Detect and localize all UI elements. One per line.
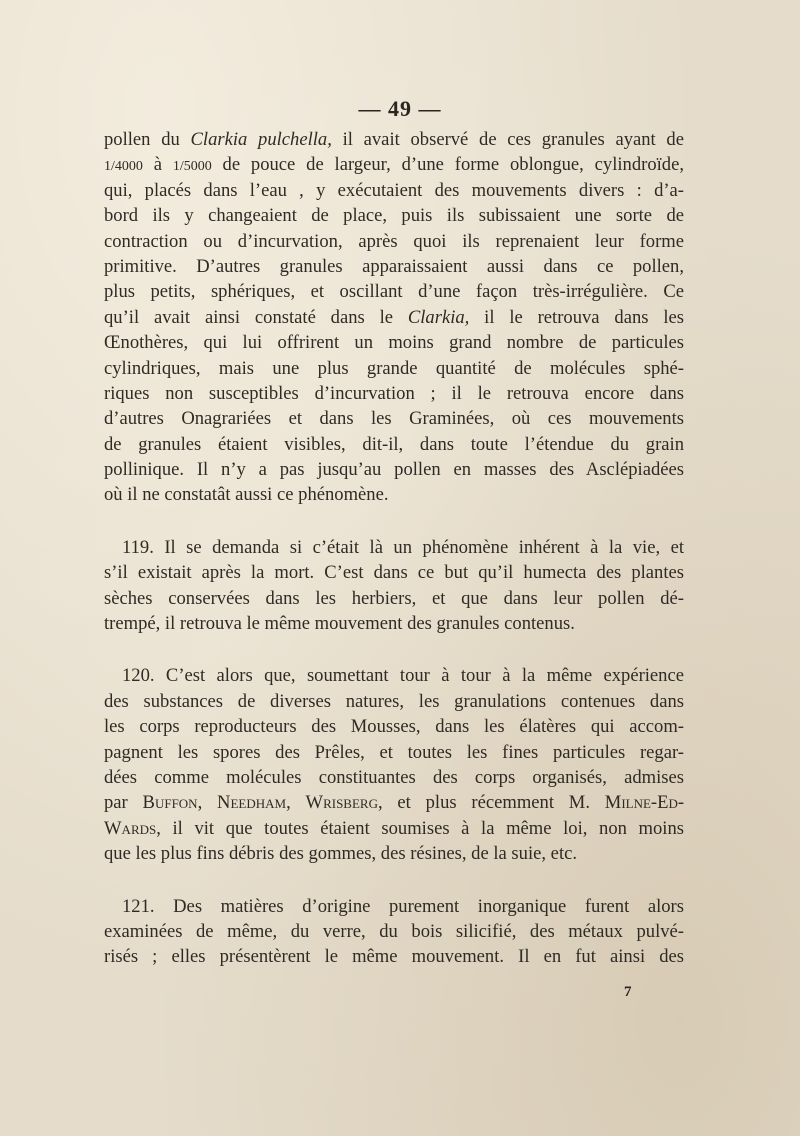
text-line: Wards, il vit que toutes étaient soumises à la même loi, non moins	[104, 817, 684, 839]
author-name: Buffon	[142, 792, 198, 814]
text-line: pagnent les spores des Prêles, et toutes les fines particules regar-	[104, 741, 684, 763]
text-line: Œnothères, qui lui offrirent un moins grand nombre de particules	[104, 332, 684, 354]
text-line: plus petits, sphériques, et oscillant d’une façon très-irrégulière. Ce	[104, 281, 684, 303]
text-line: examinées de même, du verre, du bois silicifié, des métaux pulvé-	[104, 920, 684, 942]
text-line: riques non susceptibles d’incurvation ; il le retrouva encore dans	[104, 382, 684, 404]
paragraph-121	[104, 894, 684, 970]
author-name: Wrisberg	[305, 792, 378, 814]
text-line: des substances de diverses natures, les granulations contenues dans	[104, 690, 684, 712]
text-line: bord ils y changeaient de place, puis ils subissaient une sorte de	[104, 205, 684, 227]
text-line: de granules étaient visibles, dit-il, dans toute l’étendue du grain	[104, 433, 684, 455]
paragraph-gap	[104, 636, 684, 663]
text-line: que les plus fins débris des gommes, des résines, de la suie, etc.	[104, 843, 578, 865]
text-line: 120. C’est alors que, soumettant tour à tour à la même expérience	[122, 665, 684, 687]
text-line: primitive. D’autres granules apparaissaient aussi dans ce pollen,	[104, 255, 684, 277]
paragraph-119	[104, 535, 684, 637]
author-name: Needham	[217, 792, 287, 814]
author-name: Milne-Ed-	[604, 792, 685, 814]
paragraph-gap	[104, 508, 684, 535]
text-line: d’autres Onagrariées et dans les Graminées, où ces mouvements	[104, 408, 684, 430]
text-line: dées comme molécules constituantes des corps organisés, admises	[104, 766, 684, 788]
fraction: 1/4000	[104, 159, 143, 175]
paragraph-118-continued	[104, 127, 684, 508]
author-name: Wards	[104, 817, 157, 839]
text-line: cylindriques, mais une plus grande quantité de molécules sphé-	[104, 357, 684, 379]
text-line: 119. Il se demanda si c’était là un phénomène inhérent à la vie, et	[122, 536, 684, 558]
text-line: pollinique. Il n’y a pas jusqu’au pollen en masses des Asclépiadées	[104, 459, 684, 481]
paragraph-120	[104, 663, 684, 866]
paragraph-gap	[104, 867, 684, 894]
text-line: s’il existait après la mort. C’est dans ce but qu’il humecta des plantes	[104, 562, 684, 584]
text-line: trempé, il retrouva le même mouvement des granules contenus.	[104, 613, 575, 635]
text-line: les corps reproducteurs des Mousses, dans les élatères qui accom-	[104, 716, 684, 738]
text-line: 1/4000 à 1/5000 de pouce de largeur, d’une forme oblongue, cylindroïde,	[104, 154, 684, 176]
text-line: pollen du Clarkia pulchella, il avait observé de ces granules ayant de	[104, 129, 684, 150]
signature-mark: 7	[624, 984, 632, 1000]
text-line: contraction ou d’incurvation, après quoi ils reprenaient leur forme	[104, 230, 684, 252]
page-number: — 49 —	[358, 96, 442, 121]
fraction: 1/5000	[172, 159, 212, 175]
text-line: qu’il avait ainsi constaté dans le Clarkia, il le retrouva dans les	[104, 306, 684, 328]
text-line: qui, placés dans l’eau , y exécutaient des mouvements divers : d’a-	[104, 179, 684, 201]
text-line: risés ; elles présentèrent le même mouvement. Il en fut ainsi des	[104, 946, 684, 968]
body-text	[104, 127, 684, 970]
text-line: par Buffon, Needham, Wrisberg, et plus récemment M. Milne-Ed-	[104, 792, 685, 814]
text-line: où il ne constatât aussi ce phénomène.	[104, 484, 389, 506]
text-line: 121. Des matières d’origine purement inorganique furent alors	[122, 895, 684, 917]
text-line: sèches conservées dans les herbiers, et que dans leur pollen dé-	[104, 587, 684, 609]
